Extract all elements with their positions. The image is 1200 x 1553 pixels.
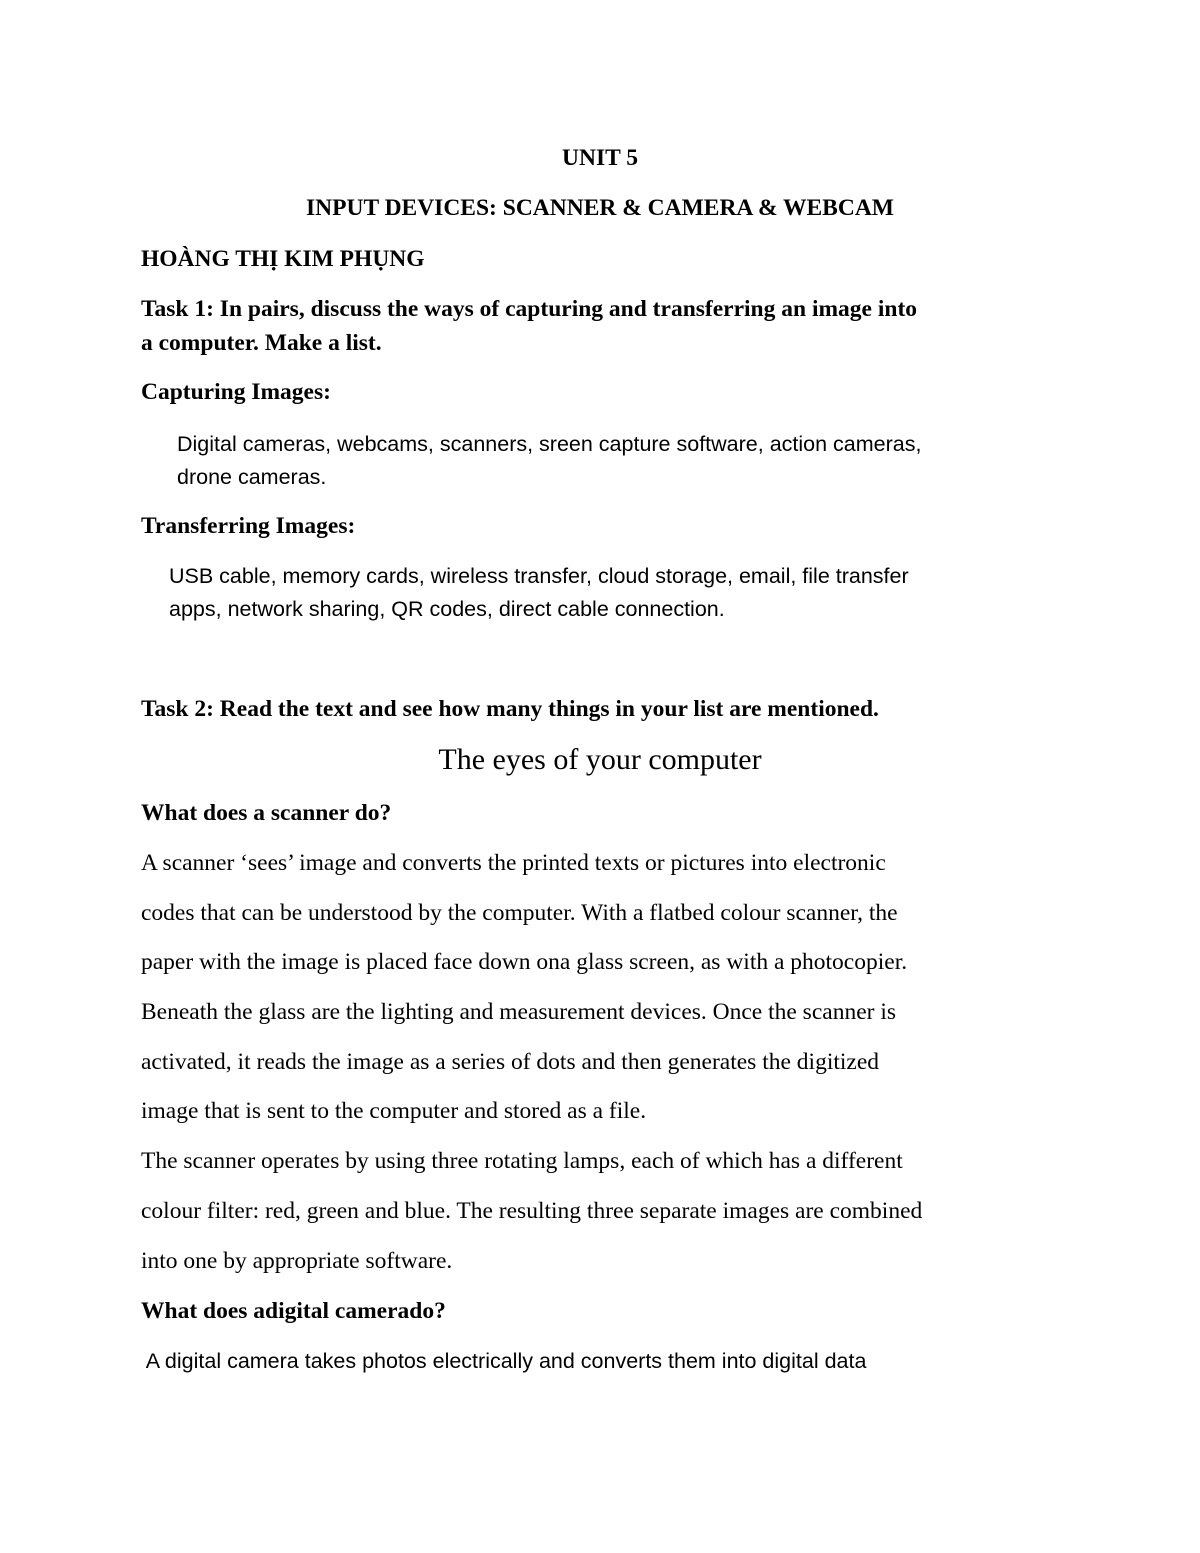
- unit-topic: INPUT DEVICES: SCANNER & CAMERA & WEBCAM: [306, 195, 894, 221]
- capturing-line-2: drone cameras.: [177, 465, 327, 489]
- scanner-line-8: colour filter: red, green and blue. The resulting three separate images are combined: [141, 1198, 923, 1224]
- author-name: HOÀNG THỊ KIM PHỤNG: [141, 246, 425, 272]
- transferring-line-1: USB cable, memory cards, wireless transfer, cloud storage, email, file transfer: [169, 564, 909, 588]
- capturing-heading: Capturing Images:: [141, 379, 331, 405]
- task1-line-1: Task 1: In pairs, discuss the ways of capturing and transferring an image into: [141, 296, 918, 322]
- scanner-line-1: A scanner ‘sees’ image and converts the printed texts or pictures into electronic: [141, 850, 886, 876]
- scanner-line-7: The scanner operates by using three rotating lamps, each of which has a different: [141, 1148, 903, 1174]
- text-title: The eyes of your computer: [438, 743, 762, 776]
- camera-question: What does adigital camerado?: [141, 1298, 446, 1324]
- task2-heading: Task 2: Read the text and see how many things in your list are mentioned.: [141, 696, 879, 722]
- scanner-line-2: codes that can be understood by the computer. With a flatbed colour scanner, the: [141, 900, 898, 926]
- scanner-line-5: activated, it reads the image as a series of dots and then generates the digitized: [141, 1049, 880, 1075]
- unit-title: UNIT 5: [562, 145, 638, 171]
- capturing-line-1: Digital cameras, webcams, scanners, sreen capture software, action cameras,: [177, 432, 922, 456]
- camera-line-1: A digital camera takes photos electrically and converts them into digital data: [141, 1349, 867, 1373]
- transferring-line-2: apps, network sharing, QR codes, direct cable connection.: [169, 597, 725, 621]
- scanner-line-4: Beneath the glass are the lighting and measurement devices. Once the scanner is: [141, 999, 896, 1025]
- scanner-line-6: image that is sent to the computer and stored as a file.: [141, 1098, 647, 1124]
- scanner-line-3: paper with the image is placed face down ona glass screen, as with a photocopier.: [141, 949, 908, 975]
- scanner-question: What does a scanner do?: [141, 800, 392, 826]
- scanner-line-9: into one by appropriate software.: [141, 1248, 453, 1274]
- transferring-heading: Transferring Images:: [141, 513, 356, 539]
- task1-line-2: a computer. Make a list.: [141, 330, 382, 356]
